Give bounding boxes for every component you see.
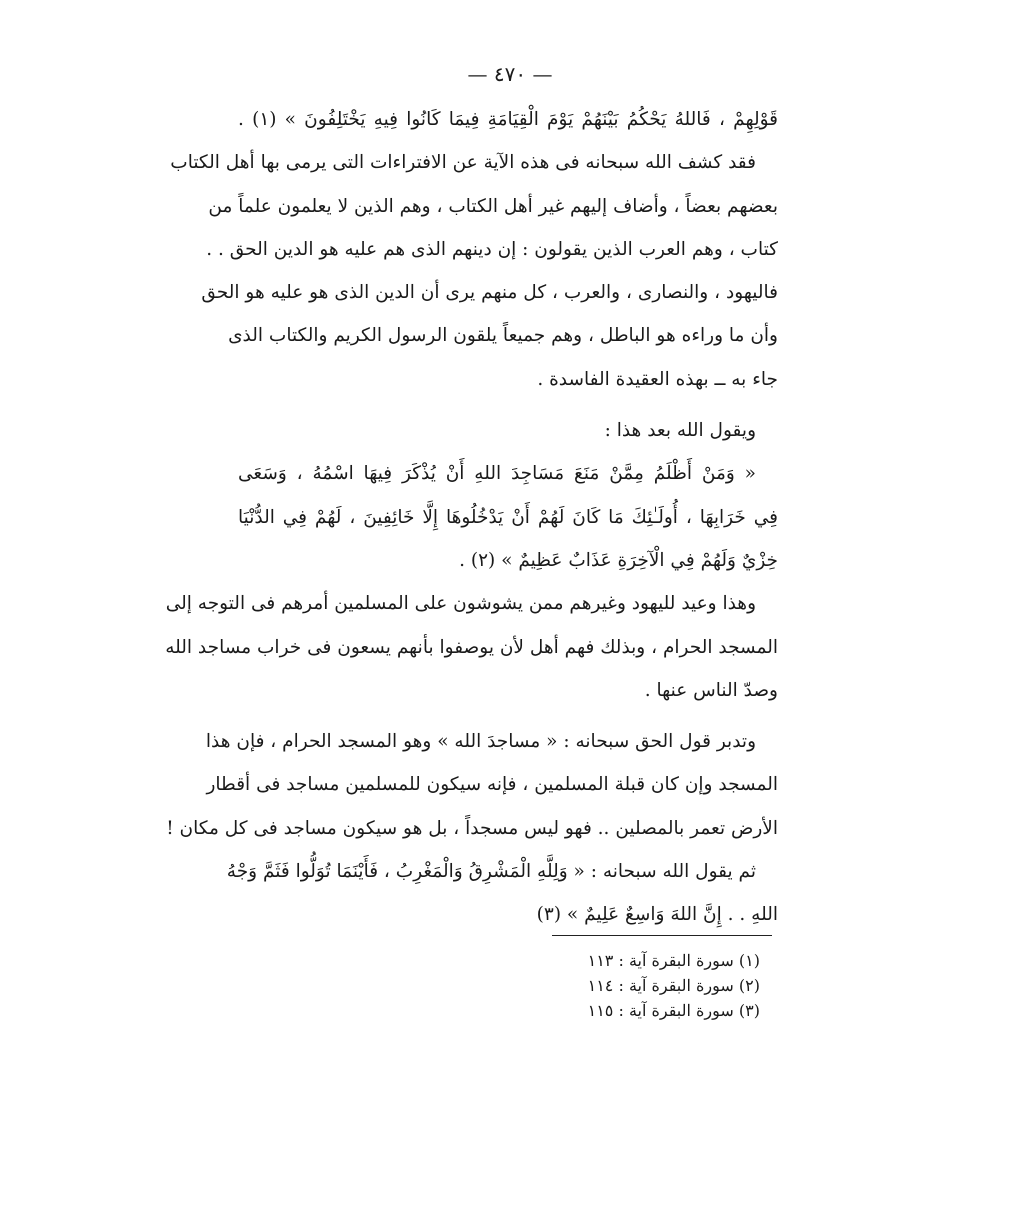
text-line: الأرض تعمر بالمصلين .. فهو ليس مسجداً ، بل هو سيكون مساجد فى كل مكان ! — [166, 817, 778, 839]
page-number: — ٤٧٠ — — [467, 62, 553, 86]
text-line: بعضهم بعضاً ، وأضاف إليهم غير أهل الكتاب ، وهم الذين لا يعلمون علماً من — [208, 195, 778, 217]
quran-verse-line: اللهِ . . إِنَّ اللهَ وَاسِعٌ عَلِيمٌ » (٣) — [536, 904, 778, 926]
text-line: وصدّ الناس عنها . — [644, 679, 778, 701]
text-line: فاليهود ، والنصارى ، والعرب ، كل منهم يرى أن الدين الذى هو عليه هو الحق — [201, 282, 778, 304]
footnote-divider — [552, 935, 772, 936]
text-line: فقد كشف الله سبحانه فى هذه الآية عن الافتراءات التى يرمى بها أهل الكتاب — [170, 152, 756, 174]
text-line: كتاب ، وهم العرب الذين يقولون : إن دينهم الذى هم عليه هو الدين الحق . . — [206, 238, 778, 260]
footnote: (١) سورة البقرة آية : ١١٣ — [587, 951, 760, 970]
text-line: المسجد الحرام ، وبذلك فهم أهل لأن يوصفوا بأنهم يسعون فى خراب مساجد الله — [165, 636, 778, 658]
text-line: جاء به ــ بهذه العقيدة الفاسدة . — [537, 368, 778, 390]
text-line: وتدبر قول الحق سبحانه : « مساجدَ الله » وهو المسجد الحرام ، فإن هذا — [205, 731, 756, 753]
quran-verse-line: خِزْيٌ وَلَهُمْ فِي الْآخِرَةِ عَذَابٌ عَظِيمٌ » (٢) . — [459, 549, 778, 571]
text-line: قَوْلِهِمْ ، فَاللهُ يَحْكُمُ بَيْنَهُمْ يَوْمَ الْقِيَامَةِ فِيمَا كَانُوا فِيهِ يَخْتَلِفُونَ » (١) . — [238, 109, 779, 130]
body-text — [165, 98, 779, 937]
footnote: (٣) سورة البقرة آية : ١١٥ — [587, 1001, 760, 1020]
quran-verse-line: ثم يقول الله سبحانه : « وَلِلَّهِ الْمَشْرِقُ وَالْمَغْرِبُ ، فَأَيْنَمَا تُوَلُّوا فَثَمَّ وَجْهُ — [226, 861, 756, 883]
quran-verse-line: « وَمَنْ أَظْلَمُ مِمَّنْ مَنَعَ مَسَاجِدَ اللهِ أَنْ يُذْكَرَ فِيهَا اسْمُهُ ، وَسَعَى — [238, 463, 756, 485]
footnote: (٢) سورة البقرة آية : ١١٤ — [587, 976, 760, 995]
footnotes — [500, 948, 760, 1023]
text-line: ويقول الله بعد هذا : — [604, 420, 756, 442]
quran-verse-line: فِي خَرَابِهَا ، أُولَـٰئِكَ مَا كَانَ لَهُمْ أَنْ يَدْخُلُوهَا إِلَّا خَائِفِينَ ، لَهُمْ فِي الدُّنْيَا — [238, 506, 778, 528]
text-line: المسجد وإن كان قبلة المسلمين ، فإنه سيكون للمسلمين مساجد فى أقطار — [206, 774, 778, 796]
text-line: وأن ما وراءه هو الباطل ، وهم جميعاً يلقون الرسول الكريم والكتاب الذى — [228, 325, 778, 347]
text-line: وهذا وعيد لليهود وغيرهم ممن يشوشون على المسلمين أمرهم فى التوجه إلى — [165, 593, 756, 615]
